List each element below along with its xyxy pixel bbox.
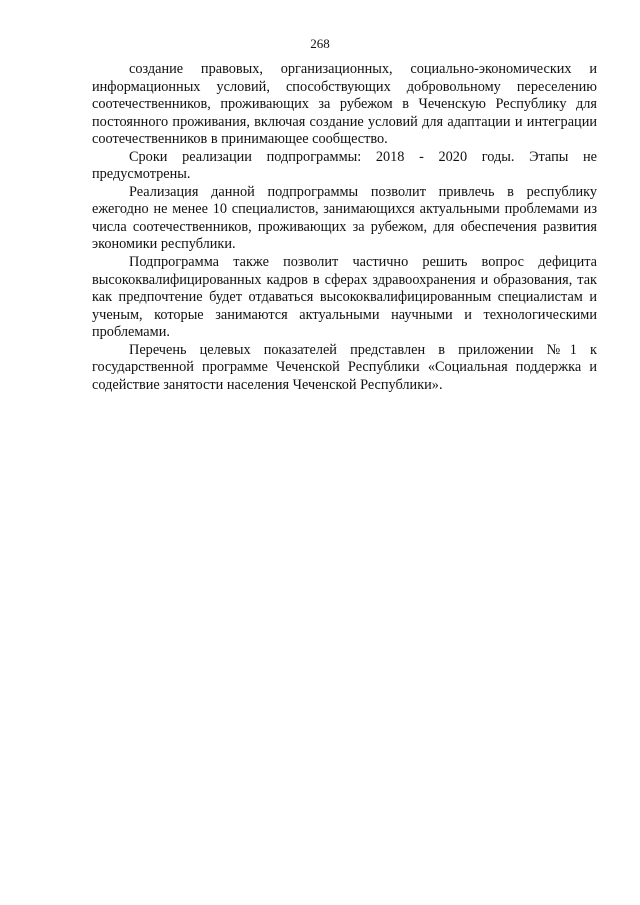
paragraph: Перечень целевых показателей представлен в приложении №1 к государственной программе Чеченской Республики «Социальная поддержка и содействие занятости населения Чеченской Республики».	[92, 341, 597, 393]
paragraph: Подпрограмма также позволит частично решить вопрос дефицита высококвалифицированных кадров в сферах здравоохранения и образования, так как предпочтение будет отдаваться высококвалифицированным специалистам и ученым, которые занимаются актуальными научными и технологическими проблемами.	[92, 254, 597, 341]
paragraph: Реализация данной подпрограммы позволит привлечь в республику ежегодно не менее 10 специалистов, занимающихся актуальными проблемами из числа соотечественников, проживающих за рубежом, для обеспечения развития экономики республики.	[92, 183, 597, 253]
body-text	[92, 61, 597, 394]
paragraph: создание правовых, организационных, социально-экономических и информационных условий, способствующих добровольному переселению соотечественников, проживающих за рубежом в Чеченскую Республику для постоянного проживания, включая создание условий для адаптации и интеграции соотечественников в принимающее сообщество.	[92, 61, 597, 148]
page-number: 268	[310, 36, 330, 51]
paragraph: Сроки реализации подпрограммы: 2018 - 2020 годы. Этапы не предусмотрены.	[92, 148, 597, 183]
